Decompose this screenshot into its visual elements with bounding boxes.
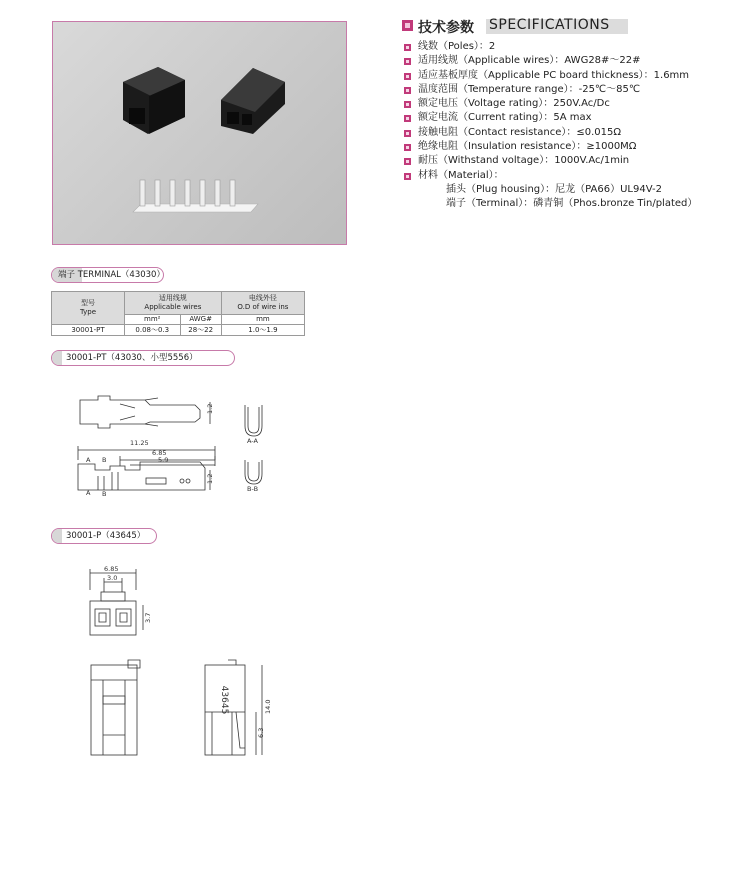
spec-text: 接触电阻（Contact resistance）：≤0.015Ω: [418, 126, 622, 138]
spec-text: 额定电压（Voltage rating）：250V.Ac/Dc: [418, 98, 610, 110]
mark-a-bottom: A: [86, 489, 91, 497]
mark-b-top: B: [102, 456, 107, 464]
dim-1-2-a: 1.2: [206, 403, 214, 414]
spec-title-en: SPECIFICATIONS: [489, 17, 610, 33]
spec-text: 耐压（Withstand voltage）：1000V.Ac/1min: [418, 155, 630, 167]
dim-11-25: 11.25: [130, 439, 149, 447]
th-awg: AWG#: [180, 315, 221, 325]
cell-mm2: 0.08～0.3: [125, 325, 181, 336]
dim-p-14-0: 14.0: [264, 699, 272, 714]
th-mm: mm: [221, 315, 304, 325]
dim-6-85: 6.85: [152, 449, 167, 457]
label-section-aa: A-A: [247, 437, 258, 445]
dim-p-6-3: 6.3: [257, 727, 265, 738]
housing-side-view-b: [205, 660, 262, 755]
spec-text: 材料（Material）：: [418, 169, 504, 181]
tag-text: 30001-P（43645）: [66, 531, 146, 541]
spec-text: 温度范围（Temperature range）：-25℃～85℃: [418, 83, 641, 95]
dim-p-3-7: 3.7: [144, 612, 152, 623]
tag-text: 端子 TERMINAL（43030）: [58, 270, 165, 280]
cell-awg: 28～22: [180, 325, 221, 336]
spec-title-zh: 技术参数: [418, 20, 474, 36]
terminal-side-view: [80, 396, 210, 428]
tag-text: 30001-PT（43030、小型5556）: [66, 353, 198, 363]
terminal-plan-view: [78, 446, 215, 490]
dim-5-9: 5.9: [158, 456, 169, 464]
spec-text: 绝缘电阻（Insulation resistance）：≥1000MΩ: [418, 141, 637, 153]
section-bb-shape: [245, 460, 262, 484]
dim-1-2-b: 1.2: [206, 473, 214, 484]
spec-text: 线数（Poles）：2: [418, 41, 496, 52]
spec-text: 端子（Terminal）：磷青铜（Phos.bronze Tin/plated）: [446, 198, 698, 210]
spec-text: 适用线规（Applicable wires）：AWG28#～22#: [418, 55, 641, 67]
spec-text: 额定电流（Current rating）：5A max: [418, 112, 592, 124]
cell-od: 1.0～1.9: [221, 325, 304, 336]
mark-b-bottom: B: [102, 490, 107, 498]
dim-p-6-85: 6.85: [104, 565, 119, 573]
label-43645: 43645: [219, 685, 229, 715]
spec-text: 适应基板厚度（Applicable PC board thickness）：1.6mm: [418, 69, 690, 81]
th-od: 电线外径 O.D of wire ins: [221, 292, 304, 315]
housing-side-view-a: [91, 660, 140, 755]
spec-text: 插头（Plug housing）：尼龙（PA66）UL94V-2: [446, 183, 662, 195]
section-aa-shape: [245, 405, 262, 436]
th-mm2: mm²: [125, 315, 181, 325]
th-wire: 适用线规 Applicable wires: [125, 292, 222, 315]
dim-p-3-0: 3.0: [107, 574, 118, 582]
th-type: 型号 Type: [52, 292, 125, 325]
cell-type: 30001-PT: [52, 325, 125, 336]
label-section-bb: B-B: [247, 485, 259, 493]
mark-a-top: A: [86, 456, 91, 464]
